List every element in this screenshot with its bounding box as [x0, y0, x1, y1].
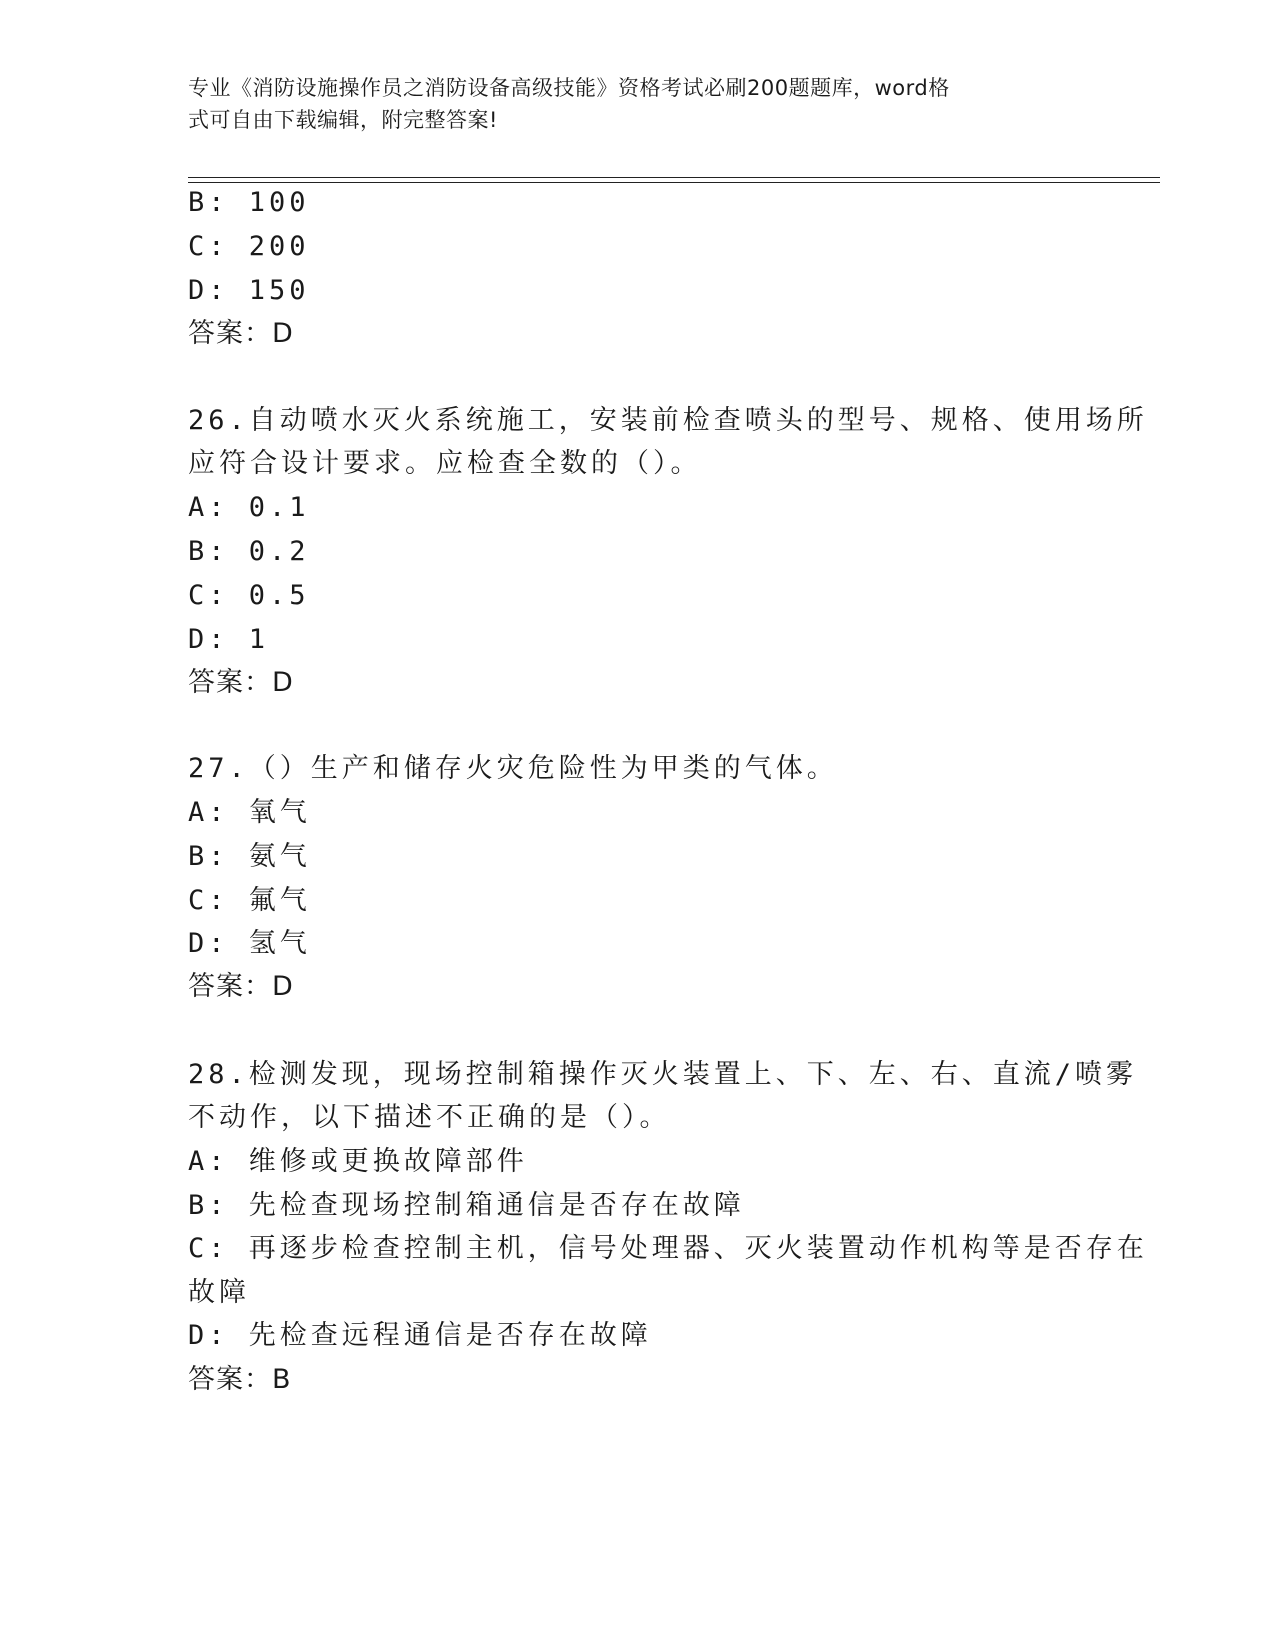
option-a: A: 氧气 — [188, 797, 311, 828]
header-divider-bottom — [188, 182, 1160, 183]
question-28-line-2: 不动作，以下描述不正确的是（）。 — [188, 1102, 671, 1133]
answer: 答案：D — [188, 667, 294, 698]
option-b: B: 100 — [188, 187, 310, 218]
option-d: D: 1 — [188, 624, 270, 655]
answer: 答案：D — [188, 318, 294, 349]
header-line-2: 式可自由下载编辑，附完整答案! — [188, 108, 498, 132]
option-c: C: 0.5 — [188, 580, 310, 611]
option-d: D: 先检查远程通信是否存在故障 — [188, 1320, 652, 1351]
answer: 答案：B — [188, 1364, 292, 1395]
option-c-line-2: 故障 — [188, 1277, 250, 1308]
option-a: A: 0.1 — [188, 492, 310, 523]
option-c: C: 氟气 — [188, 885, 311, 916]
document-header — [188, 72, 1068, 136]
option-b: B: 先检查现场控制箱通信是否存在故障 — [188, 1190, 745, 1221]
option-d: D: 氢气 — [188, 928, 311, 959]
header-divider-top — [188, 177, 1160, 178]
answer: 答案：D — [188, 971, 294, 1002]
question-27: 27.（）生产和储存火灾危险性为甲类的气体。 — [188, 753, 838, 784]
question-26-line-1: 26.自动喷水灭火系统施工，安装前检查喷头的型号、规格、使用场所 — [188, 405, 1148, 436]
option-c-line-1: C: 再逐步检查控制主机，信号处理器、灭火装置动作机构等是否存在 — [188, 1233, 1148, 1264]
option-d: D: 150 — [188, 275, 310, 306]
question-28-line-1: 28.检测发现，现场控制箱操作灭火装置上、下、左、右、直流/喷雾 — [188, 1059, 1138, 1090]
option-b: B: 0.2 — [188, 536, 310, 567]
header-line-1: 专业《消防设施操作员之消防设备高级技能》资格考试必刷200题题库，word格 — [188, 76, 950, 100]
option-c: C: 200 — [188, 231, 310, 262]
option-a: A: 维修或更换故障部件 — [188, 1146, 528, 1177]
question-26-line-2: 应符合设计要求。应检查全数的（）。 — [188, 448, 702, 479]
option-b: B: 氨气 — [188, 841, 311, 872]
